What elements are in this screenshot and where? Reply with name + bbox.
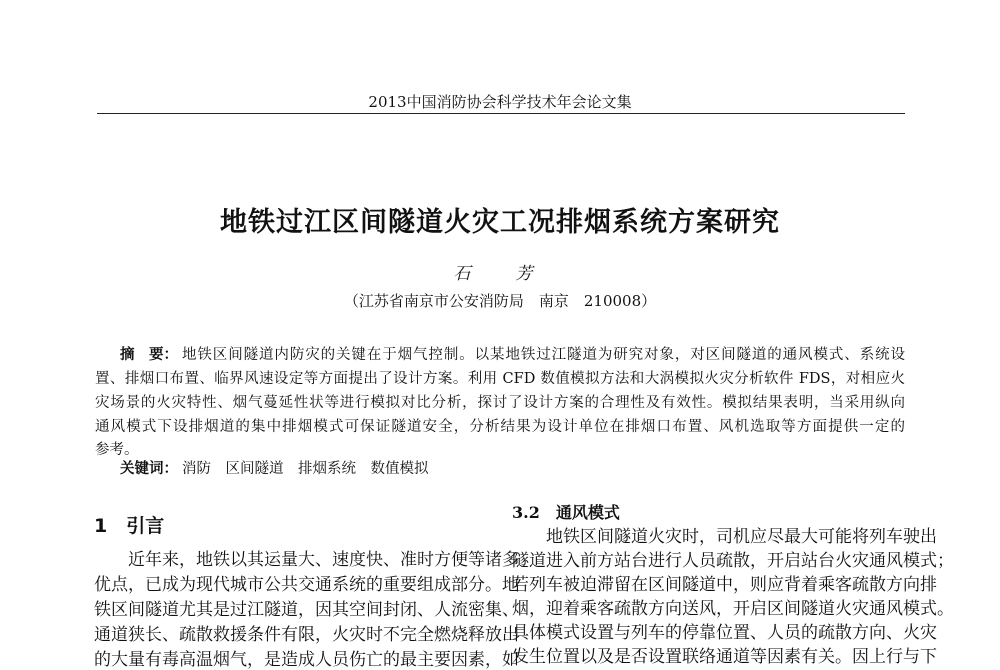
abstract-label: 摘 要： (120, 346, 178, 363)
body-line: 近年来，地铁以其运量大、速度快、准时方便等诸多 (94, 550, 519, 570)
body-line: 铁区间隧道尤其是过江隧道，因其空间封闭、人流密集、 (94, 600, 519, 620)
header-rule (97, 113, 905, 114)
section-heading-intro: 1 引言 (94, 515, 165, 537)
body-line: 的大量有毒高温烟气，是造成人员伤亡的最主要因素，如 (94, 650, 519, 670)
body-line: 隧道进入前方站台进行人员疏散，开启站台火灾通风模式； (512, 551, 954, 571)
keywords-label: 关键词： (120, 460, 178, 477)
body-line: 优点，已成为现代城市公共交通系统的重要组成部分。地 (94, 575, 519, 595)
affiliation: （江苏省南京市公安消防局 南京 210008） (343, 292, 657, 310)
body-line: 若列车被迫滞留在区间隧道中，则应背着乘客疏散方向排 (512, 575, 937, 595)
body-line: 发生位置以及是否设置联络通道等因素有关。因上行与下 (512, 647, 937, 667)
body-line: 具体模式设置与列车的停靠位置、人员的疏散方向、火灾 (512, 623, 937, 643)
keywords-value: 消防 区间隧道 排烟系统 数值模拟 (182, 461, 429, 477)
body-line: 通道狭长、疏散救援条件有限，火灾时不完全燃烧释放出 (94, 625, 519, 645)
running-header: 2013中国消防协会科学技术年会论文集 (368, 93, 632, 111)
body-line: 地铁区间隧道火灾时，司机应尽最大可能将列车驶出 (512, 527, 937, 547)
abstract-line: 灾场景的火灾特性、烟气蔓延性状等进行模拟对比分析，探讨了设计方案的合理性及有效性。模拟结果表明，当采用纵向 (95, 395, 905, 411)
section-heading-3-2: 3.2 通风模式 (512, 503, 620, 522)
abstract-line: 参考。 (95, 442, 139, 458)
author: 石 芳 (453, 264, 547, 284)
paper-title: 地铁过江区间隧道火灾工况排烟系统方案研究 (220, 207, 780, 238)
body-line: 烟，迎着乘客疏散方向送风，开启区间隧道火灾通风模式。 (512, 599, 954, 619)
abstract-line: 通风模式下设排烟道的集中排烟模式可保证隧道安全，分析结果为设计单位在排烟口布置、风机选取等方面提供一定的 (95, 419, 905, 435)
abstract-line: 地铁区间隧道内防灾的关键在于烟气控制。以某地铁过江隧道为研究对象，对区间隧道的通风模式、系统设 (182, 347, 905, 363)
abstract-line: 置、排烟口布置、临界风速设定等方面提出了设计方案。利用 CFD 数值模拟方法和大涡模拟火灾分析软件 FDS，对相应火 (95, 371, 905, 387)
